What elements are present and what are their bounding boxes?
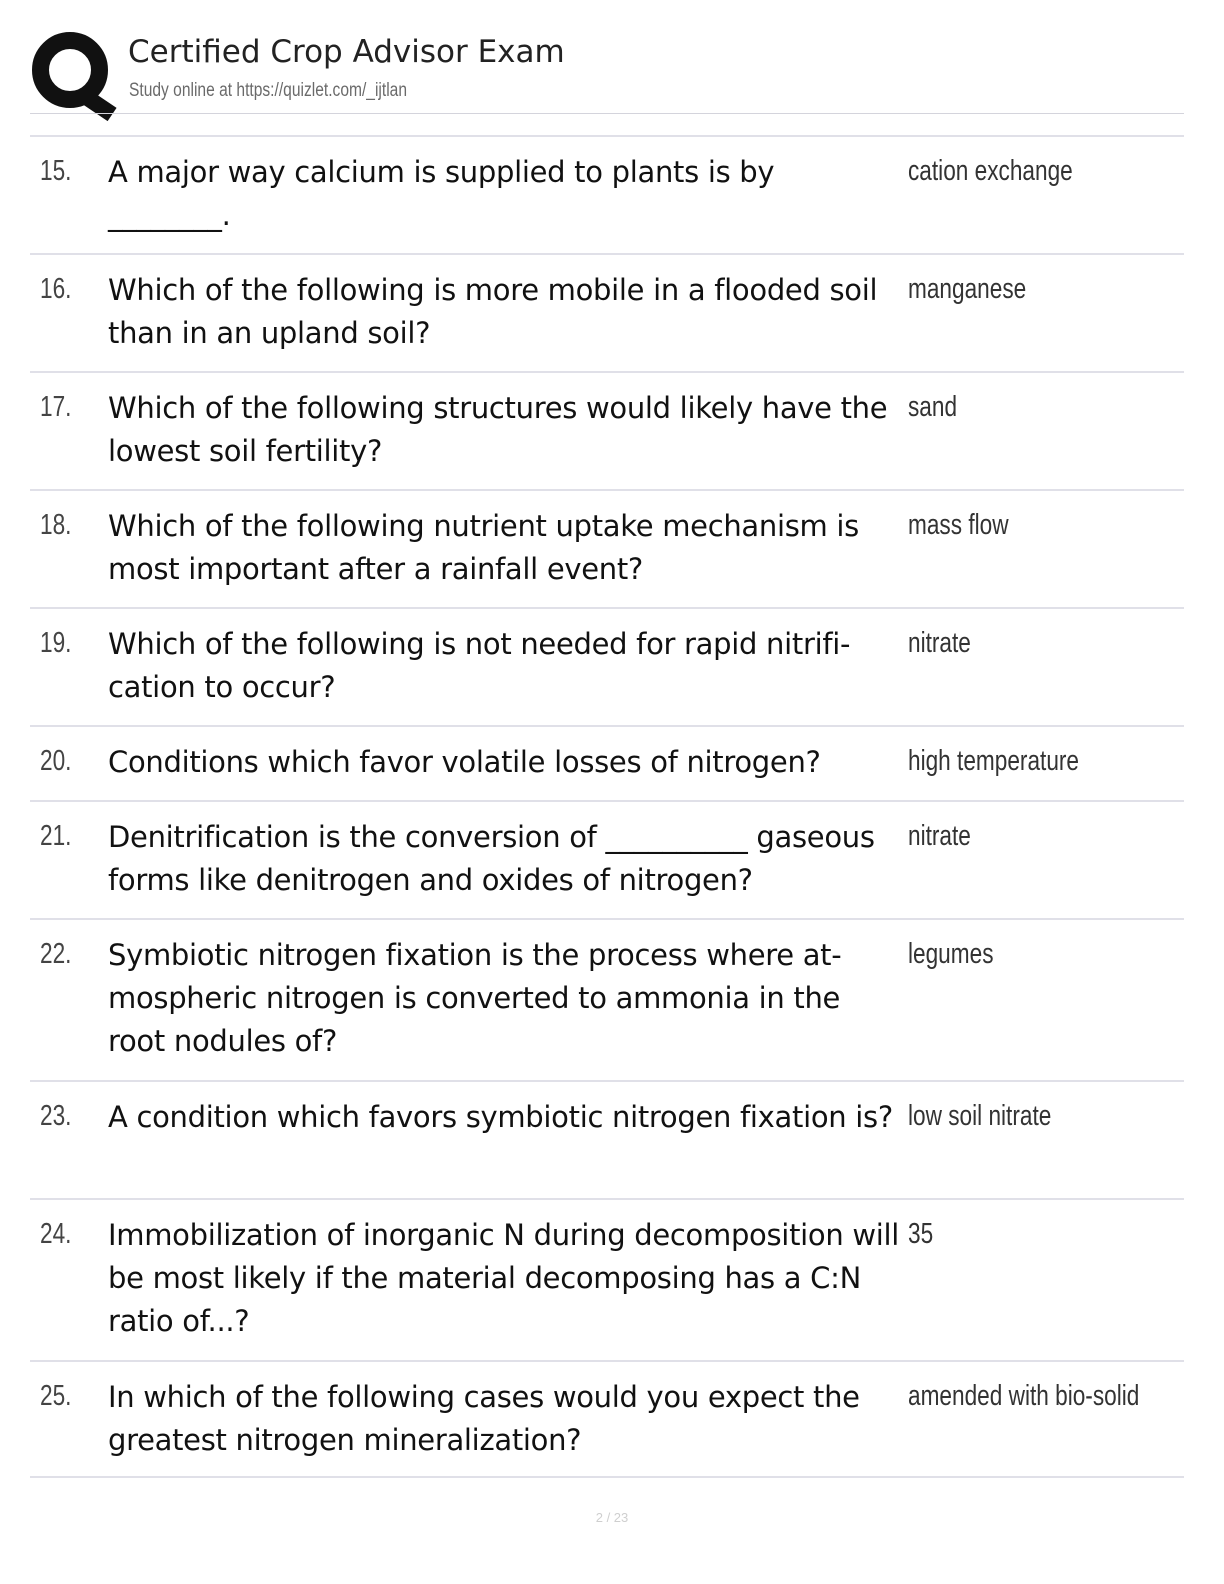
list-item — [30, 1198, 1184, 1360]
page-number: 2 / 23 — [595, 1510, 629, 1525]
list-item — [30, 1360, 1184, 1478]
item-number: 15. — [40, 155, 72, 187]
item-question: Denitrification is the conversion of __________ gaseous forms like denitrogen and oxides of nitrogen? — [108, 820, 875, 897]
item-number: 24. — [40, 1218, 72, 1250]
item-answer: cation exchange — [908, 155, 1073, 187]
item-answer: high temperature — [908, 745, 1080, 777]
item-number: 20. — [40, 745, 72, 777]
item-number: 25. — [40, 1380, 72, 1412]
item-answer: mass flow — [908, 509, 1009, 541]
item-answer: nitrate — [908, 820, 971, 852]
list-item — [30, 800, 1184, 918]
item-question: Which of the following structures would likely have the lowest soil fertility? — [108, 391, 888, 468]
item-question: Which of the following is not needed for rapid nitrifi-cation to occur? — [108, 627, 851, 704]
list-item — [30, 725, 1184, 800]
item-number: 22. — [40, 938, 72, 970]
item-number: 21. — [40, 820, 72, 852]
item-question: Which of the following nutrient uptake mechanism is most important after a rainfall event? — [108, 509, 859, 586]
quizlet-logo-icon — [32, 32, 108, 108]
study-link[interactable]: Study online at https://quizlet.com/_ijtlan — [129, 80, 408, 101]
item-answer: 35 — [908, 1218, 934, 1250]
list-item — [30, 135, 1184, 253]
item-number: 23. — [40, 1100, 72, 1132]
list-item — [30, 1080, 1184, 1198]
flashcard-list — [30, 135, 1184, 1478]
item-question: A major way calcium is supplied to plants is by ________. — [108, 155, 775, 232]
list-item — [30, 253, 1184, 371]
item-answer: amended with bio-solid — [908, 1380, 1140, 1412]
item-answer: nitrate — [908, 627, 971, 659]
item-answer: sand — [908, 391, 958, 423]
item-question: Conditions which favor volatile losses of nitrogen? — [108, 745, 821, 779]
item-question: Symbiotic nitrogen fixation is the process where at-mospheric nitrogen is converted to ammonia in the root nodules of? — [108, 938, 842, 1058]
item-number: 18. — [40, 509, 72, 541]
item-number: 17. — [40, 391, 72, 423]
page-title: Certified Crop Advisor Exam — [128, 34, 565, 70]
item-question: A condition which favors symbiotic nitrogen fixation is? — [108, 1100, 893, 1134]
item-question: In which of the following cases would you expect the greatest nitrogen mineralization? — [108, 1380, 860, 1457]
header-divider — [30, 113, 1184, 114]
item-question: Which of the following is more mobile in a flooded soil than in an upland soil? — [108, 273, 878, 350]
list-item — [30, 489, 1184, 607]
page-header — [30, 30, 1184, 114]
item-number: 16. — [40, 273, 72, 305]
item-number: 19. — [40, 627, 72, 659]
item-answer: manganese — [908, 273, 1027, 305]
item-answer: low soil nitrate — [908, 1100, 1052, 1132]
list-item — [30, 918, 1184, 1080]
item-answer: legumes — [908, 938, 994, 970]
list-item — [30, 607, 1184, 725]
item-question: Immobilization of inorganic N during decomposition will be most likely if the material decomposing has a C:N ratio of...? — [108, 1218, 900, 1338]
list-item — [30, 371, 1184, 489]
